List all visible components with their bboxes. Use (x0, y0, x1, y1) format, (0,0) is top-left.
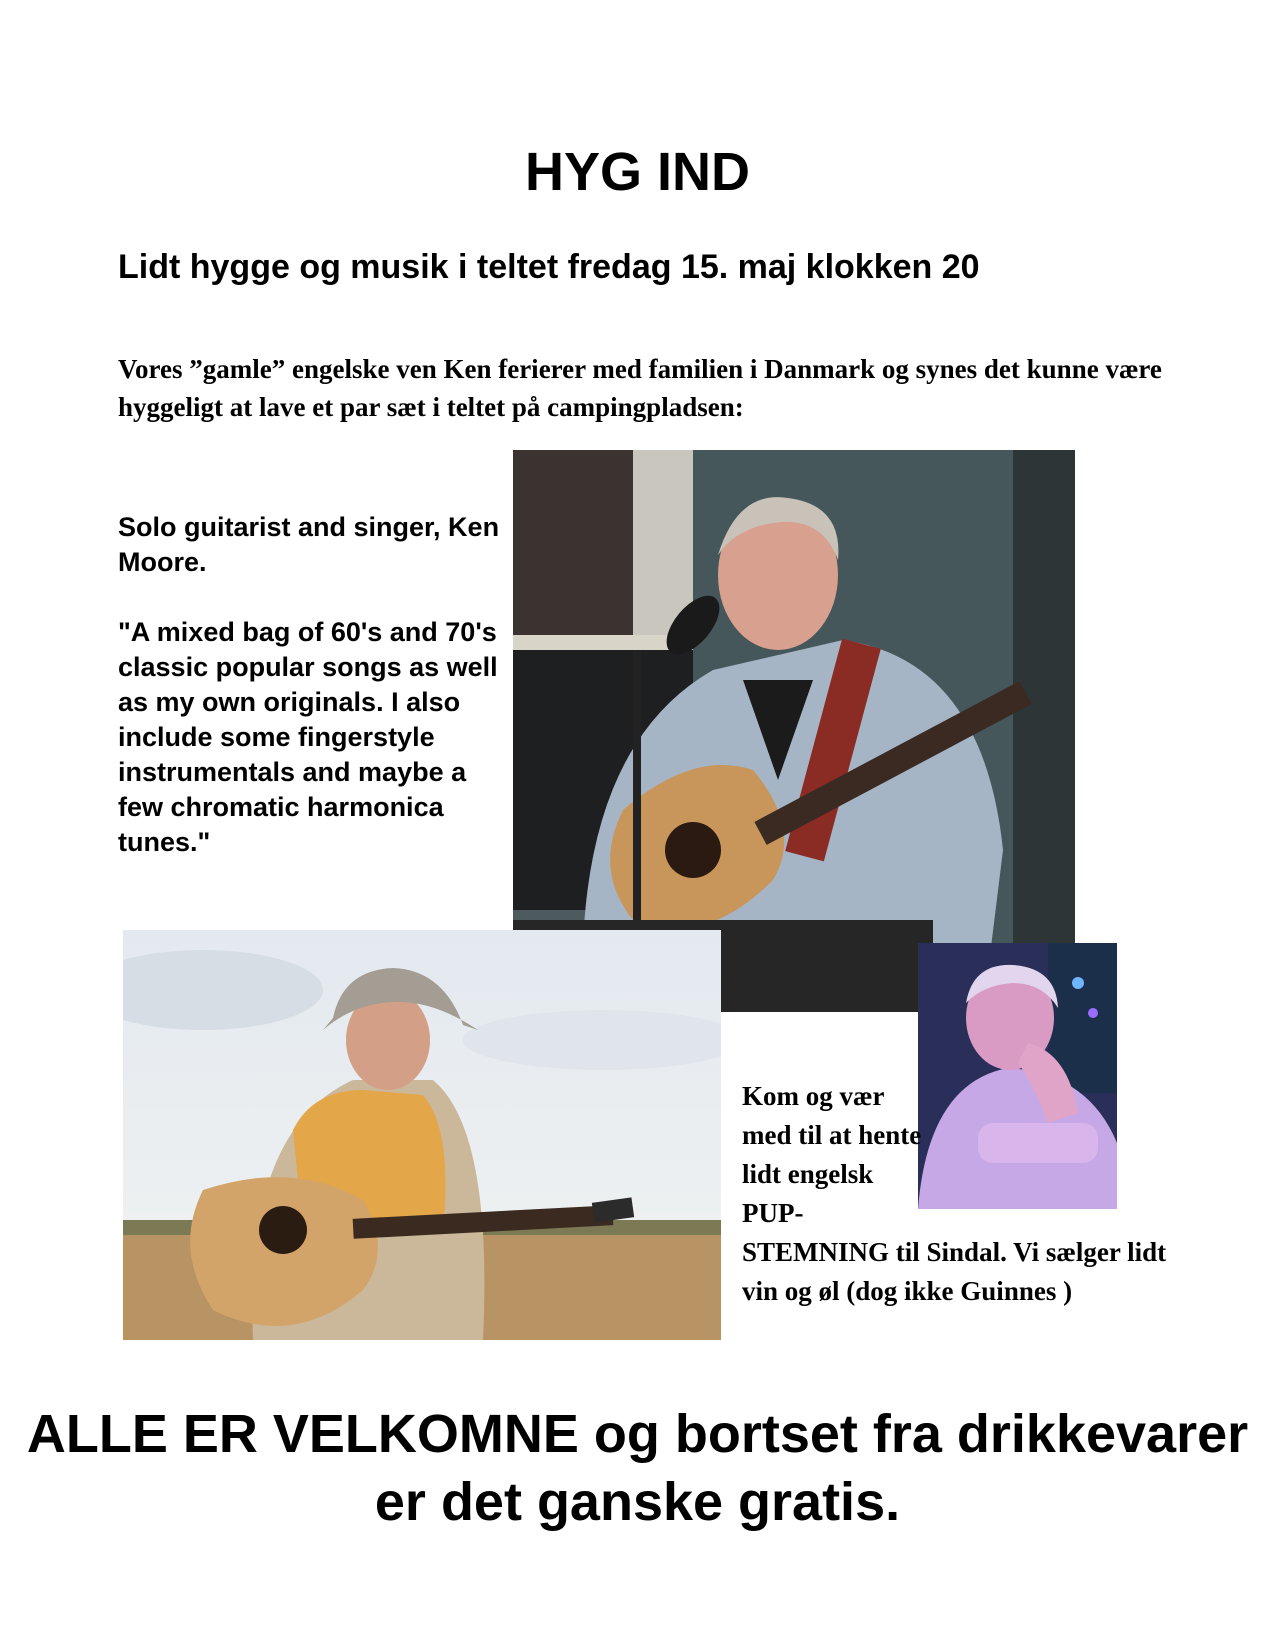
page-title: HYG IND (524, 142, 751, 202)
footer-welcome: ALLE ER VELKOMNE og bortset fra drikkevarer er det ganske gratis. (26, 1404, 1249, 1532)
photo-guitarist-field (123, 930, 721, 1340)
bio-quote: "A mixed bag of 60's and 70's classic popular songs as well as my own originals. I also include some fingerstyle instrumentals and maybe a few chromatic harmonica tunes." (118, 617, 498, 857)
event-subtitle: Lidt hygge og musik i teltet fredag 15. maj klokken 20 (118, 248, 980, 286)
intro-paragraph: Vores ”gamle” engelske ven Ken ferierer med familien i Danmark og synes det kunne være hyggeligt at lave et par sæt i teltet på campingpladsen: (118, 354, 1162, 422)
bio-line: Solo guitarist and singer, Ken Moore. (118, 512, 500, 577)
bio-block (118, 510, 518, 895)
invite-paragraph: Kom og vær med til at hente lidt engelsk PUP-STEMNING til Sindal. Vi sælger lidt vin og øl (dog ikke Guinnes ) (742, 1081, 1167, 1306)
photo-guitarist-microphone (513, 450, 1075, 1012)
